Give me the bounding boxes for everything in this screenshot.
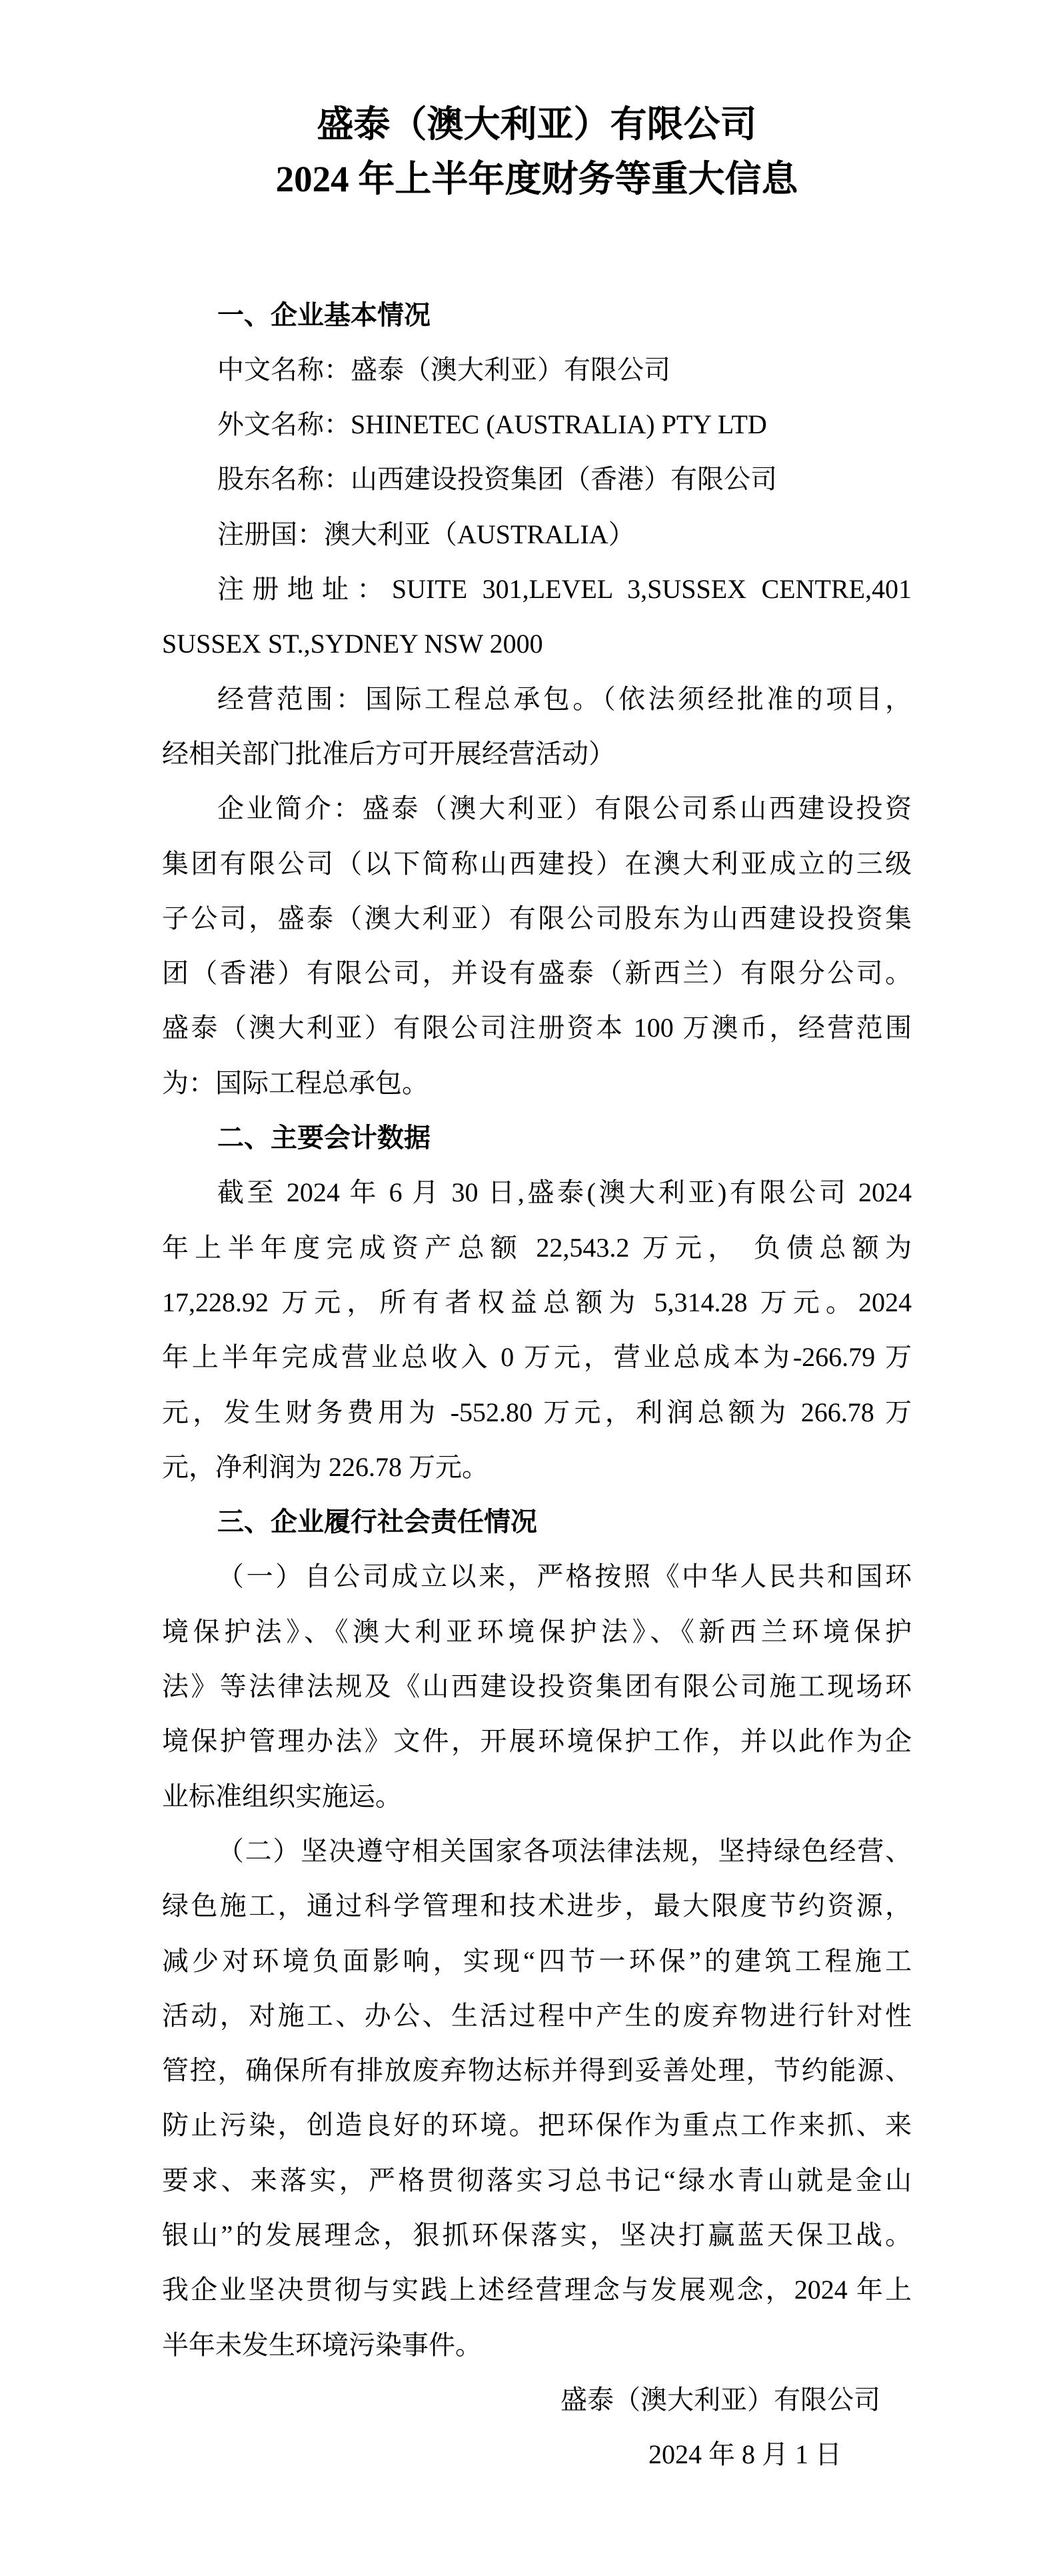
responsibility-line: 防止污染，创造良好的环境。把环保作为重点工作来抓、来 — [162, 2110, 912, 2141]
accounting-data-line: 年上半年完成营业总收入 0 万元，营业总成本为-266.79 万 — [162, 1342, 912, 1373]
field-foreign-name: 外文名称：SHINETEC (AUSTRALIA) PTY LTD — [217, 409, 767, 440]
document-content — [162, 97, 912, 2482]
registered-address-continuation: SUSSEX ST.,SYDNEY NSW 2000 — [162, 629, 543, 659]
responsibility-line: 我企业坚决贯彻与实践上述经营理念与发展观念，2024 年上 — [162, 2275, 912, 2305]
company-profile-line: 集团有限公司（以下简称山西建投）在澳大利亚成立的三级 — [162, 848, 912, 879]
responsibility-line: 活动，对施工、办公、生活过程中产生的废弃物进行针对性 — [162, 2000, 912, 2031]
document-title-line-2: 2024 年上半年度财务等重大信息 — [275, 159, 798, 200]
accounting-data-line: 17,228.92 万元，所有者权益总额为 5,314.28 万元。2024 — [162, 1287, 912, 1317]
field-shareholder-name: 股东名称：山西建设投资集团（香港）有限公司 — [217, 464, 777, 495]
signature-company-name: 盛泰（澳大利亚）有限公司 — [560, 2384, 880, 2415]
responsibility-line: 半年未发生环境污染事件。 — [162, 2329, 482, 2360]
field-registration-country: 注册国：澳大利亚（AUSTRALIA） — [217, 519, 635, 549]
section-2-heading: 二、主要会计数据 — [217, 1123, 431, 1153]
company-profile-line: 企业简介：盛泰（澳大利亚）有限公司系山西建设投资 — [217, 793, 912, 824]
accounting-data-line: 元，净利润为 226.78 万元。 — [162, 1451, 489, 1482]
company-profile-line: 子公司，盛泰（澳大利亚）有限公司股东为山西建设投资集 — [162, 903, 912, 933]
signature-date: 2024 年 8 月 1 日 — [648, 2439, 842, 2470]
responsibility-line: 要求、来落实，严格贯彻落实习总书记“绿水青山就是金山 — [162, 2165, 912, 2195]
responsibility-line: 管控，确保所有排放废弃物达标并得到妥善处理，节约能源、 — [162, 2055, 912, 2086]
responsibility-line: 境保护法》、《澳大利亚环境保护法》、《新西兰环境保护 — [162, 1616, 912, 1647]
document-body — [162, 288, 912, 2483]
field-chinese-name: 中文名称：盛泰（澳大利亚）有限公司 — [217, 354, 670, 385]
responsibility-line: （一）自公司成立以来，严格按照《中华人民共和国环 — [217, 1561, 912, 1592]
field-registered-address: 注册地址：SUITE 301,LEVEL 3,SUSSEX CENTRE,401 — [217, 574, 912, 605]
responsibility-line: （二）坚决遵守相关国家各项法律法规，坚持绿色经营、 — [217, 1835, 912, 1866]
section-1-heading: 一、企业基本情况 — [217, 300, 431, 330]
company-profile-line: 为：国际工程总承包。 — [162, 1067, 429, 1098]
business-scope-continuation: 经相关部门批准后方可开展经营活动） — [162, 738, 615, 769]
accounting-data-line: 年上半年度完成资产总额 22,543.2 万元， 负债总额为 — [162, 1232, 912, 1263]
company-profile-line: 盛泰（澳大利亚）有限公司注册资本 100 万澳币，经营范围 — [162, 1013, 912, 1043]
accounting-data-line: 元，发生财务费用为 -552.80 万元，利润总额为 266.78 万 — [162, 1397, 912, 1427]
field-business-scope: 经营范围：国际工程总承包。（依法须经批准的项目， — [217, 683, 912, 714]
document-title-line-1: 盛泰（澳大利亚）有限公司 — [317, 104, 757, 145]
responsibility-line: 业标准组织实施运。 — [162, 1781, 402, 1811]
responsibility-line: 绿色施工，通过科学管理和技术进步，最大限度节约资源， — [162, 1891, 912, 1921]
responsibility-line: 法》等法律法规及《山西建设投资集团有限公司施工现场环 — [162, 1671, 912, 1702]
responsibility-line: 境保护管理办法》文件，开展环境保护工作，并以此作为企 — [162, 1726, 912, 1757]
company-profile-line: 团（香港）有限公司，并设有盛泰（新西兰）有限分公司。 — [162, 958, 912, 989]
section-3-heading: 三、企业履行社会责任情况 — [217, 1507, 537, 1537]
accounting-data-line: 截至 2024 年 6 月 30 日,盛泰(澳大利亚)有限公司 2024 — [217, 1177, 912, 1208]
responsibility-line: 银山”的发展理念，狠抓环保落实，坚决打赢蓝天保卫战。 — [162, 2219, 912, 2250]
responsibility-line: 减少对环境负面影响，实现“四节一环保”的建筑工程施工 — [162, 1945, 912, 1976]
